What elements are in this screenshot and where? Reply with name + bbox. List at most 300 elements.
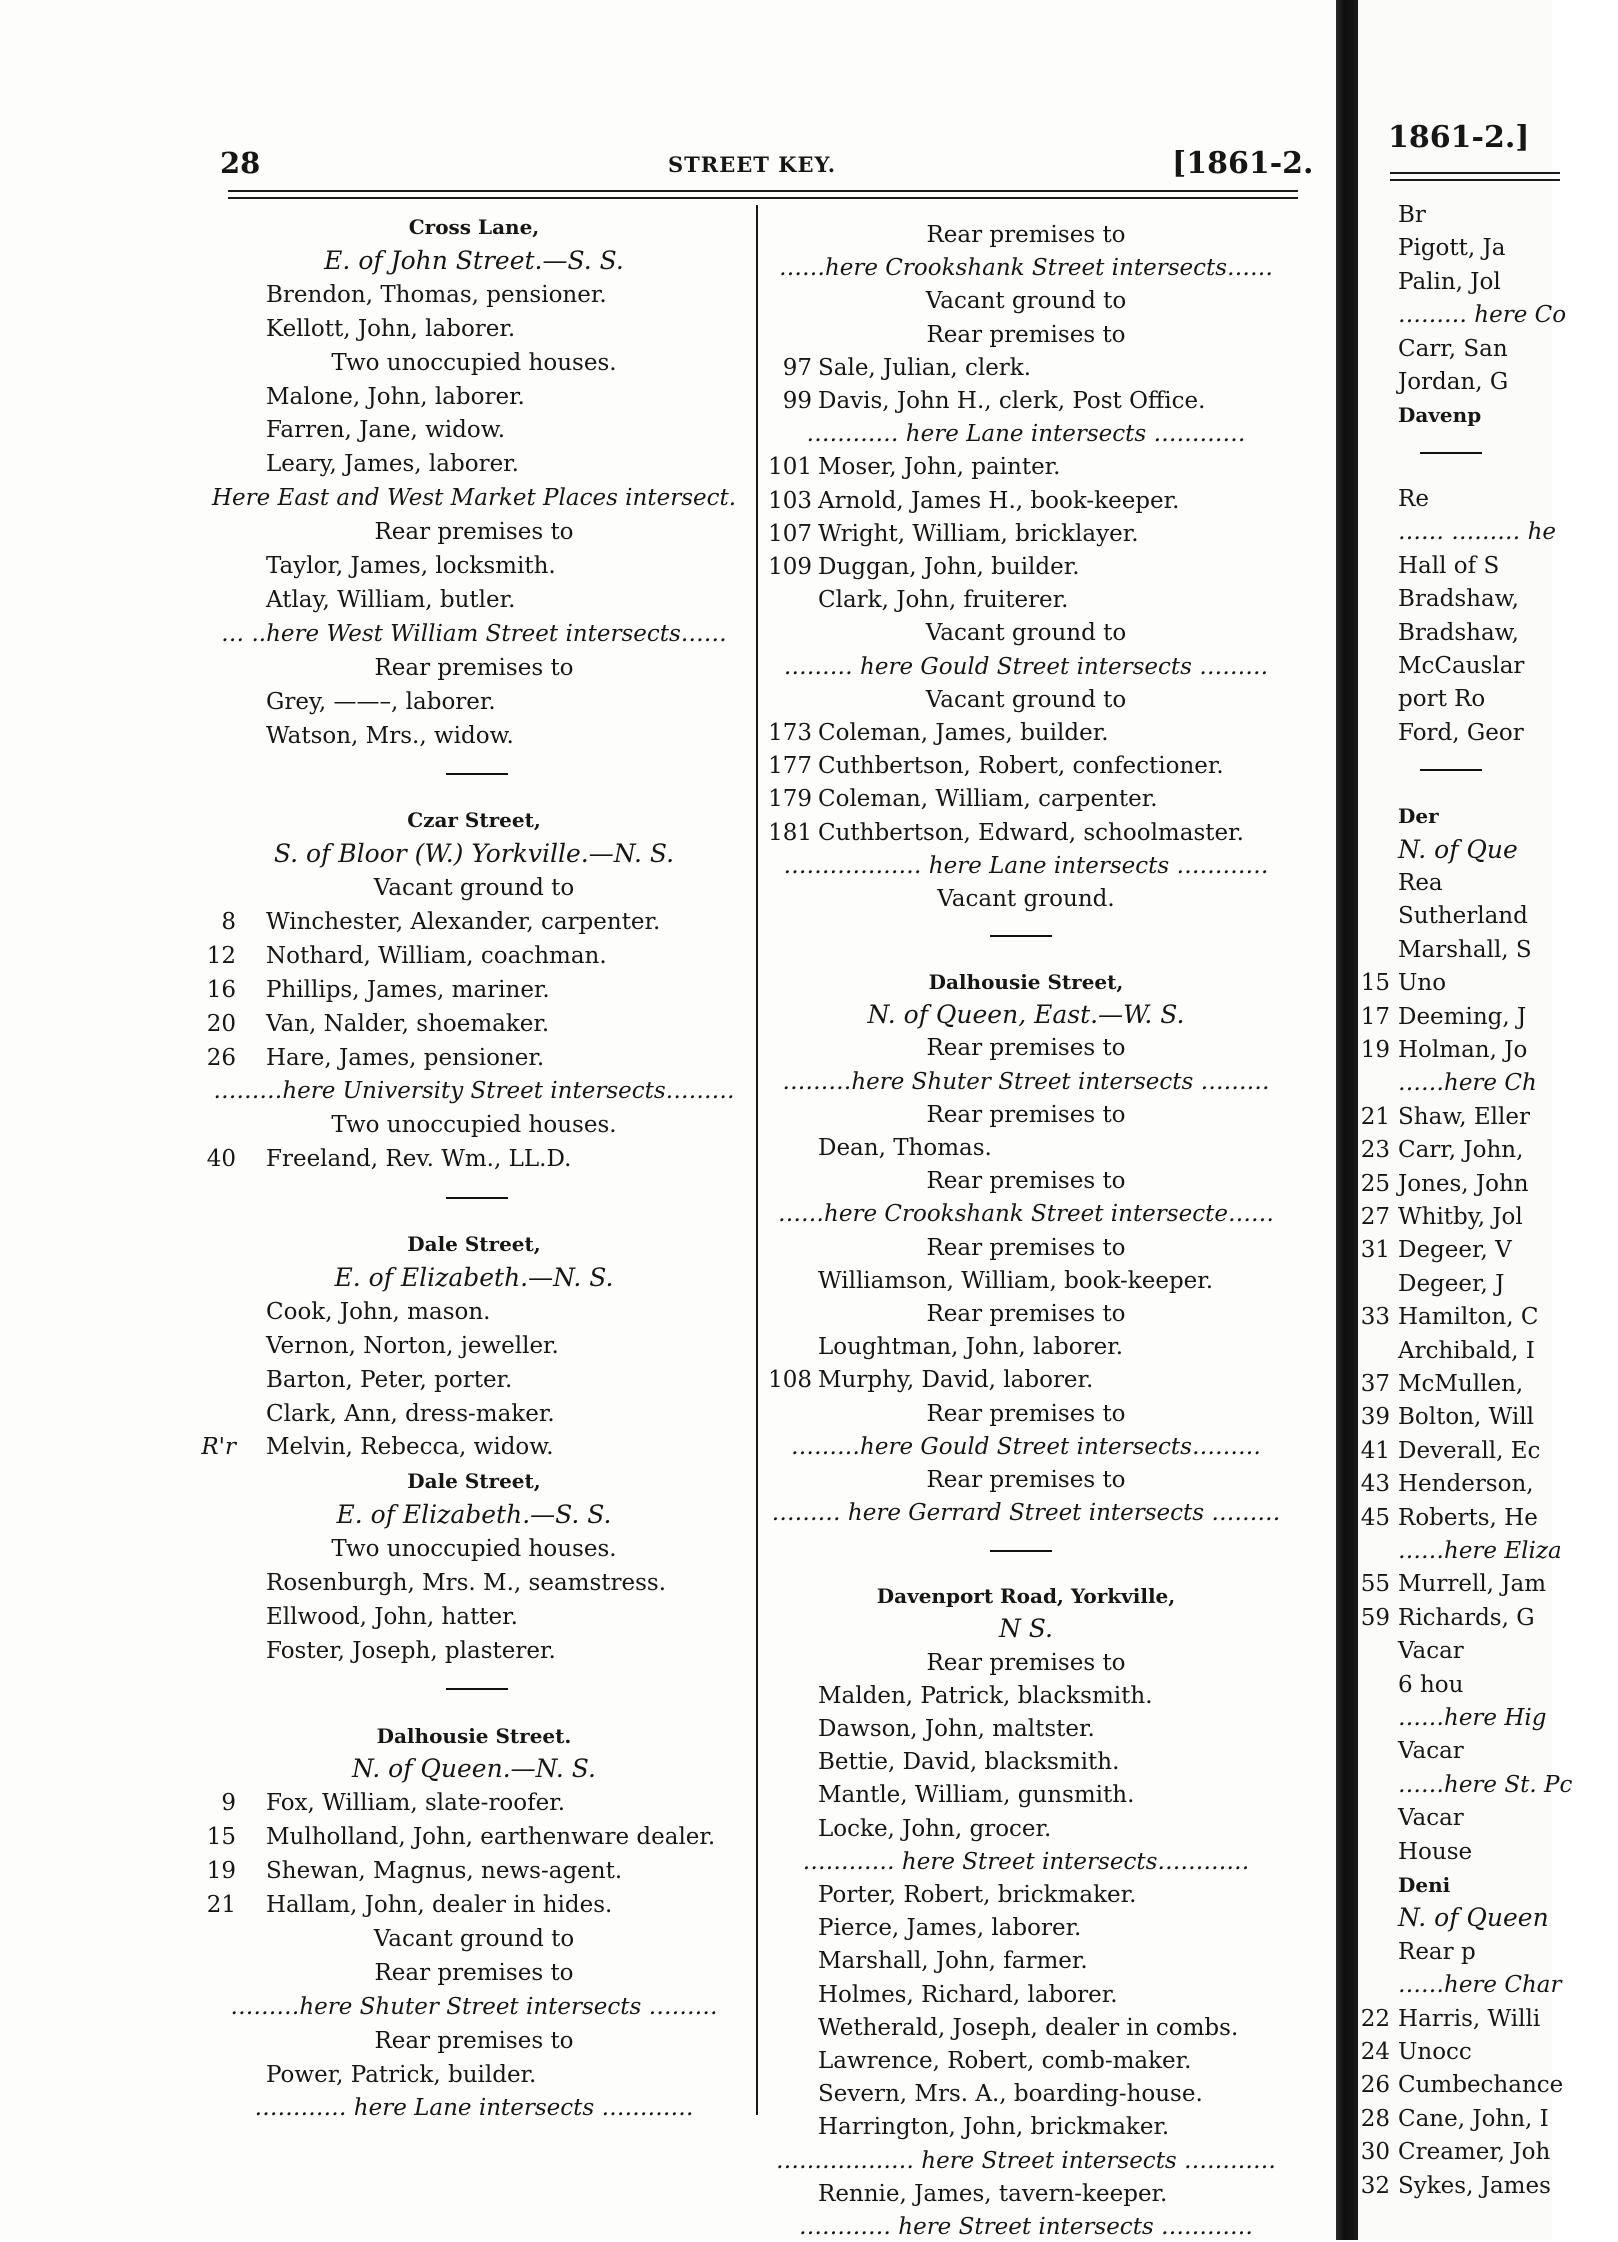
house-number: 28	[1360, 2105, 1390, 2132]
resident-name: Ellwood, John, hatter.	[266, 1603, 518, 1630]
house-number: 8	[221, 908, 236, 935]
house-number: 101	[768, 454, 812, 481]
directory-entry	[1340, 1235, 1560, 1265]
directory-entry	[1340, 233, 1560, 263]
directory-entry	[754, 718, 1298, 748]
house-number: 17	[1360, 1003, 1390, 1030]
section-separator	[990, 935, 1052, 937]
resident-name: Power, Patrick, builder.	[266, 2061, 537, 2088]
section-separator	[446, 773, 508, 775]
directory-entry	[200, 687, 748, 717]
resident-name: Deeming, J	[1398, 1003, 1527, 1030]
street-subheading: E. of Elizabeth.—N. S.	[334, 1262, 614, 1292]
resident-name: Clark, Ann, dress-maker.	[266, 1400, 555, 1427]
page-number: 28	[220, 146, 261, 180]
street-subheading: N. of Que	[1398, 834, 1518, 864]
header-rule-bottom	[228, 197, 1298, 199]
section-note: Vacant ground to	[373, 1925, 575, 1952]
intersection-line: ………here Gould Street intersects………	[791, 1433, 1261, 1460]
resident-name: Dean, Thomas.	[818, 1135, 992, 1161]
section-note: Vacant ground to	[925, 686, 1127, 713]
directory-entry	[1340, 367, 1560, 397]
house-number: 107	[768, 520, 812, 547]
directory-entry	[1340, 1302, 1560, 1332]
resident-name: Whitby, Jol	[1398, 1204, 1523, 1230]
section-note: Rear premises to	[374, 1959, 574, 1986]
directory-entry	[754, 1814, 1298, 1844]
resident-name: Fox, William, slate-roofer.	[266, 1790, 566, 1817]
resident-name: Bolton, Will	[1398, 1404, 1534, 1431]
directory-entry	[200, 1890, 748, 1920]
resident-name: Dawson, John, maltster.	[818, 1716, 1095, 1742]
directory-entry	[1340, 651, 1560, 681]
street-subheading: N. of Queen	[1398, 1903, 1549, 1933]
resident-name: Pierce, James, laborer.	[818, 1915, 1082, 1942]
resident-name: Coleman, William, carpenter.	[818, 786, 1158, 813]
resident-name: Mulholland, John, earthenware dealer.	[266, 1824, 716, 1851]
directory-entry	[754, 1266, 1298, 1296]
resident-name: Degeer, V	[1398, 1237, 1512, 1264]
resident-name: Wetherald, Joseph, dealer in combs.	[818, 2014, 1239, 2041]
resident-name: Barton, Peter, porter.	[266, 1366, 513, 1393]
house-number: 59	[1360, 1604, 1390, 1631]
directory-entry	[200, 1822, 748, 1852]
directory-entry	[200, 1144, 748, 1174]
directory-entry	[1340, 935, 1560, 965]
resident-name: Phillips, James, mariner.	[266, 976, 550, 1003]
resident-name: Freeland, Rev. Wm., LL.D.	[266, 1146, 572, 1173]
directory-entry	[1340, 1736, 1560, 1766]
intersection-line: ………here University Street intersects………	[213, 1078, 735, 1105]
resident-name: Locke, John, grocer.	[818, 1815, 1052, 1842]
directory-entry	[754, 2046, 1298, 2076]
directory-entry	[754, 1946, 1298, 1976]
directory-entry	[1340, 584, 1560, 614]
directory-entry	[1340, 1035, 1560, 1065]
section-note: Vacant ground.	[937, 886, 1115, 912]
section-note: Rear premises to	[926, 1301, 1126, 1327]
street-heading: Deni	[1398, 1873, 1451, 1897]
directory-entry	[1340, 968, 1560, 998]
directory-entry	[200, 1602, 748, 1632]
directory-entry	[754, 1332, 1298, 1362]
directory-entry	[754, 1780, 1298, 1810]
resident-name: Malden, Patrick, blacksmith.	[818, 1682, 1153, 1709]
house-number: 108	[768, 1367, 812, 1394]
resident-name: Moser, John, painter.	[818, 454, 1061, 481]
right-rule-bottom	[1390, 179, 1560, 181]
resident-name: Severn, Mrs. A., boarding-house.	[818, 2081, 1203, 2108]
directory-entry	[1340, 1569, 1560, 1599]
resident-name: Wright, William, bricklayer.	[818, 520, 1139, 547]
street-heading: Der	[1398, 804, 1439, 829]
resident-name: Bradshaw,	[1398, 586, 1519, 613]
resident-name: Duggan, John, builder.	[818, 554, 1080, 580]
directory-entry	[754, 751, 1298, 781]
street-heading: Cross Lane,	[408, 215, 540, 239]
section-note: Rear premises to	[374, 2027, 574, 2054]
house-number: 103	[768, 487, 812, 514]
directory-entry	[1340, 2171, 1560, 2201]
house-number: 21	[1360, 1103, 1390, 1130]
resident-name: Palin, Jol	[1398, 268, 1501, 295]
house-number: 109	[768, 554, 812, 580]
section-note: Rear premises to	[374, 519, 574, 546]
street-subheading: E. of Elizabeth.—S. S.	[336, 1500, 612, 1530]
directory-entry	[1340, 1002, 1560, 1032]
street-heading: Dale Street,	[407, 1232, 541, 1256]
intersection-line: ……… here Gould Street intersects ………	[783, 653, 1269, 680]
directory-entry	[754, 2179, 1298, 2209]
resident-name: Taylor, James, locksmith.	[266, 553, 556, 579]
resident-name: Sykes, James	[1398, 2172, 1551, 2199]
directory-entry	[754, 2112, 1298, 2142]
intersection-line: ……here Hig	[1398, 1705, 1547, 1731]
directory-entry	[1340, 551, 1560, 581]
directory-entry	[1340, 1369, 1560, 1399]
directory-entry	[200, 1009, 748, 1039]
resident-name: Hare, James, pensioner.	[266, 1044, 545, 1071]
house-number: 55	[1360, 1571, 1390, 1598]
resident-name: Cane, John, I	[1398, 2105, 1549, 2132]
resident-name: Br	[1398, 202, 1426, 228]
house-number: R'r	[201, 1434, 236, 1461]
directory-entry	[1340, 2004, 1560, 2034]
directory-entry	[1340, 2137, 1560, 2167]
intersection-line: ……here Crookshank Street intersecte……	[778, 1201, 1274, 1228]
intersection-line: ………here Shuter Street intersects ………	[782, 1068, 1270, 1095]
section-note: Rear premises to	[926, 1400, 1126, 1427]
section-note: Rear premises to	[926, 1649, 1126, 1676]
resident-name: Hallam, John, dealer in hides.	[266, 1892, 613, 1919]
resident-name: Re	[1398, 485, 1429, 512]
directory-entry	[1340, 484, 1560, 514]
directory-entry	[1340, 1937, 1560, 1967]
resident-name: Sutherland	[1398, 903, 1528, 930]
section-note: Two unoccupied houses.	[331, 1536, 617, 1563]
house-number: 25	[1360, 1170, 1390, 1197]
section-note: Rear premises to	[926, 1467, 1126, 1493]
house-number: 30	[1360, 2139, 1390, 2166]
intersection-line: ………… here Street intersects…………	[802, 1848, 1250, 1875]
intersection-line: ……here Crookshank Street intersects……	[778, 255, 1274, 282]
directory-entry	[754, 2079, 1298, 2109]
directory-entry	[1340, 1803, 1560, 1833]
section-note: Rear premises to	[926, 222, 1126, 248]
directory-entry	[754, 552, 1298, 582]
directory-entry	[1340, 1469, 1560, 1499]
resident-name: McCauslar	[1398, 652, 1525, 679]
intersection-line: ………here Shuter Street intersects ………	[230, 1993, 718, 2020]
intersection-line: ……… here Co	[1398, 302, 1567, 329]
directory-entry	[754, 486, 1298, 516]
directory-entry	[1340, 868, 1560, 898]
directory-entry	[200, 551, 748, 581]
resident-name: Brendon, Thomas, pensioner.	[266, 281, 607, 308]
resident-name: Vacar	[1398, 1805, 1464, 1832]
directory-entry	[1340, 1603, 1560, 1633]
directory-entry	[200, 314, 748, 344]
resident-name: Shaw, Eller	[1398, 1103, 1530, 1130]
resident-name: Leary, James, laborer.	[266, 451, 519, 478]
directory-entry	[200, 1365, 748, 1395]
resident-name: Foster, Joseph, plasterer.	[266, 1637, 556, 1664]
directory-entry	[1340, 718, 1560, 748]
street-subheading: E. of John Street.—S. S.	[324, 245, 624, 275]
directory-entry	[754, 1365, 1298, 1395]
section-note: Vacant ground to	[925, 620, 1127, 647]
directory-entry	[1340, 200, 1560, 230]
directory-entry	[200, 1043, 748, 1073]
intersection-line: ………… here Lane intersects …………	[806, 421, 1246, 448]
directory-entry	[200, 382, 748, 412]
resident-name: Coleman, James, builder.	[818, 720, 1109, 746]
resident-name: Rea	[1398, 870, 1443, 896]
resident-name: Creamer, Joh	[1398, 2139, 1551, 2166]
house-number: 15	[206, 1824, 236, 1851]
resident-name: Murphy, David, laborer.	[818, 1367, 1094, 1394]
section-note: Rear premises to	[926, 1234, 1126, 1261]
directory-entry	[200, 907, 748, 937]
house-number: 37	[1360, 1371, 1390, 1397]
resident-name: Marshall, John, farmer.	[818, 1948, 1088, 1975]
resident-name: Hall of S	[1398, 552, 1500, 579]
resident-name: 6 hou	[1398, 1671, 1464, 1698]
house-number: 32	[1360, 2172, 1390, 2199]
directory-entry	[1340, 2070, 1564, 2100]
intersection-line: ……… here Gerrard Street intersects ………	[771, 1500, 1281, 1527]
resident-name: Rennie, James, tavern-keeper.	[818, 2180, 1168, 2207]
resident-name: Mantle, William, gunsmith.	[818, 1782, 1135, 1809]
directory-entry	[1340, 618, 1560, 648]
section-note: Two unoccupied houses.	[331, 349, 617, 376]
resident-name: Farren, Jane, widow.	[266, 417, 506, 444]
resident-name: Arnold, James H., book-keeper.	[818, 487, 1180, 514]
right-rule-top	[1390, 172, 1560, 174]
house-number: 27	[1360, 1204, 1390, 1230]
section-note: Vacant ground to	[925, 288, 1127, 315]
house-number: 43	[1360, 1471, 1390, 1498]
directory-entry	[1340, 1837, 1560, 1867]
right-page-fragment	[1358, 0, 1573, 2240]
directory-entry	[200, 721, 748, 751]
directory-entry	[1340, 901, 1560, 931]
resident-name: Vacar	[1398, 1738, 1464, 1765]
resident-name: Sale, Julian, clerk.	[818, 354, 1032, 381]
resident-name: Roberts, He	[1398, 1504, 1538, 1531]
street-subheading: N S.	[998, 1614, 1053, 1644]
resident-name: Cumbechance	[1398, 2072, 1564, 2099]
section-note: Rear premises to	[926, 1101, 1126, 1128]
directory-entry	[200, 975, 748, 1005]
house-number: 97	[782, 354, 812, 381]
section-note: Rear premises to	[926, 1168, 1126, 1195]
resident-name: Murrell, Jam	[1398, 1571, 1547, 1598]
directory-entry	[200, 941, 748, 971]
street-subheading: N. of Queen, East.—W. S.	[867, 1000, 1185, 1030]
resident-name: Nothard, William, coachman.	[266, 942, 607, 969]
house-number: 99	[782, 388, 812, 414]
directory-entry	[200, 449, 748, 479]
resident-name: Jones, John	[1398, 1170, 1529, 1197]
intersection-line: ……………… here Street intersects …………	[775, 2147, 1277, 2174]
resident-name: Harris, Willi	[1398, 2005, 1541, 2032]
directory-entry	[1340, 684, 1560, 714]
section-note: Vacant ground to	[373, 875, 575, 902]
directory-entry	[1340, 1636, 1560, 1666]
directory-entry	[754, 784, 1298, 814]
house-number: 181	[768, 819, 812, 846]
directory-entry	[200, 1331, 748, 1361]
house-number: 40	[206, 1146, 236, 1173]
resident-name: Bettie, David, blacksmith.	[818, 1749, 1120, 1776]
directory-entry	[200, 1856, 748, 1886]
intersection-line: ……here Eliza	[1398, 1538, 1562, 1564]
directory-entry	[754, 1133, 1298, 1163]
resident-name: Deverall, Ec	[1398, 1437, 1541, 1464]
directory-entry	[754, 452, 1298, 482]
intersection-line: ……here Char	[1398, 1972, 1562, 1999]
resident-name: Henderson,	[1398, 1471, 1534, 1498]
resident-name: McMullen,	[1398, 1371, 1524, 1397]
directory-entry	[1340, 1202, 1560, 1232]
resident-name: Cuthbertson, Robert, confectioner.	[818, 753, 1224, 780]
resident-name: Shewan, Magnus, news-agent.	[266, 1858, 623, 1885]
intersection-line: …… ……… he	[1398, 519, 1557, 546]
directory-entry	[754, 1714, 1298, 1744]
directory-entry	[754, 818, 1298, 848]
street-heading: Czar Street,	[407, 808, 541, 833]
directory-entry	[200, 2060, 748, 2090]
street-heading: Davenp	[1398, 403, 1482, 428]
resident-name: Porter, Robert, brickmaker.	[818, 1882, 1137, 1908]
resident-name: Malone, John, laborer.	[266, 383, 525, 410]
resident-name: Watson, Mrs., widow.	[266, 722, 514, 749]
directory-entry	[754, 519, 1298, 549]
directory-entry	[200, 280, 748, 310]
directory-entry	[1340, 1169, 1560, 1199]
intersection-line: ……………… here Lane intersects …………	[783, 852, 1269, 879]
house-number: 23	[1360, 1137, 1390, 1164]
header-rule-top	[228, 190, 1298, 192]
street-subheading: S. of Bloor (W.) Yorkville.—N. S.	[273, 839, 675, 869]
resident-name: Rosenburgh, Mrs. M., seamstress.	[266, 1570, 667, 1596]
resident-name: Holmes, Richard, laborer.	[818, 1981, 1118, 2008]
house-number: 26	[206, 1044, 236, 1071]
directory-entry	[754, 1980, 1298, 2010]
resident-name: Archibald, I	[1398, 1337, 1535, 1364]
resident-name: Degeer, J	[1398, 1270, 1505, 1297]
directory-entry	[200, 585, 748, 615]
section-note: Rear premises to	[926, 321, 1126, 348]
directory-entry	[754, 1747, 1298, 1777]
street-heading: Davenport Road, Yorkville,	[876, 1584, 1176, 1609]
directory-entry	[754, 1913, 1298, 1943]
house-number: 173	[768, 720, 812, 746]
directory-entry	[200, 415, 748, 445]
resident-name: Unocc	[1398, 2039, 1472, 2065]
house-number: 39	[1360, 1404, 1390, 1431]
directory-entry	[1340, 1269, 1560, 1299]
resident-name: Kellott, John, laborer.	[266, 315, 516, 342]
resident-name: Williamson, William, book-keeper.	[818, 1267, 1214, 1294]
directory-entry	[1340, 1436, 1560, 1466]
directory-entry	[754, 585, 1298, 615]
year-left: [1861-2.	[1172, 146, 1314, 181]
resident-name: Vacar	[1398, 1638, 1464, 1665]
section-note: Two unoccupied houses.	[331, 1112, 617, 1139]
directory-entry	[200, 1788, 748, 1818]
street-subheading: N. of Queen.—N. S.	[351, 1754, 596, 1784]
resident-name: Bradshaw,	[1398, 619, 1519, 646]
directory-entry	[754, 1880, 1298, 1910]
directory-entry	[1340, 1336, 1560, 1366]
house-number: 177	[768, 753, 812, 780]
house-number: 9	[221, 1790, 236, 1817]
intersection-line: ………… here Street intersects …………	[798, 2214, 1254, 2240]
section-separator	[446, 1688, 508, 1690]
house-number: 21	[206, 1892, 236, 1919]
intersection-line: … ..here West William Street intersects……	[221, 620, 727, 647]
street-heading: Dale Street,	[407, 1469, 541, 1494]
directory-entry	[200, 1297, 748, 1327]
resident-name: Carr, San	[1398, 335, 1508, 362]
directory-entry	[1340, 1670, 1560, 1700]
directory-entry	[200, 1568, 748, 1598]
house-number: 12	[206, 942, 236, 969]
house-number: 15	[1360, 970, 1390, 997]
resident-name: Carr, John,	[1398, 1137, 1524, 1164]
resident-name: Hamilton, C	[1398, 1304, 1539, 1331]
directory-entry	[200, 1432, 748, 1462]
section-separator	[990, 1550, 1052, 1552]
directory-entry	[1340, 334, 1560, 364]
house-number: 45	[1360, 1504, 1390, 1531]
intersection-line: ………… here Lane intersects …………	[254, 2095, 694, 2122]
section-note: Rear premises to	[926, 1035, 1126, 1062]
house-number: 179	[768, 786, 812, 813]
section-separator	[1420, 452, 1482, 454]
house-number: 16	[206, 976, 236, 1003]
directory-entry	[1340, 1135, 1560, 1165]
directory-entry	[1340, 1102, 1560, 1132]
house-number: 19	[1360, 1037, 1390, 1063]
resident-name: Pigott, Ja	[1398, 235, 1506, 262]
intersection-line: ……here Ch	[1398, 1070, 1537, 1097]
resident-name: port Ro	[1398, 686, 1486, 713]
resident-name: Ford, Geor	[1398, 719, 1524, 746]
house-number: 19	[206, 1858, 236, 1885]
section-note: Rear premises to	[374, 654, 574, 681]
resident-name: Uno	[1398, 970, 1447, 997]
house-number: 22	[1360, 2005, 1390, 2032]
directory-entry	[754, 2013, 1298, 2043]
resident-name: Lawrence, Robert, comb-maker.	[818, 2048, 1192, 2074]
resident-name: Harrington, John, brickmaker.	[818, 2114, 1170, 2141]
directory-entry	[1340, 1503, 1560, 1533]
resident-name: Loughtman, John, laborer.	[818, 1334, 1124, 1361]
directory-entry	[754, 1681, 1298, 1711]
house-number: 33	[1360, 1304, 1390, 1331]
running-title: STREET KEY.	[668, 152, 837, 177]
street-heading: Dalhousie Street,	[928, 970, 1124, 994]
resident-name: Clark, John, fruiterer.	[818, 587, 1069, 614]
directory-entry	[1340, 267, 1560, 297]
directory-entry	[754, 353, 1298, 383]
house-number: 41	[1360, 1437, 1390, 1464]
resident-name: Melvin, Rebecca, widow.	[266, 1434, 554, 1461]
intersection-line: ……here St. Pc	[1398, 1771, 1573, 1798]
